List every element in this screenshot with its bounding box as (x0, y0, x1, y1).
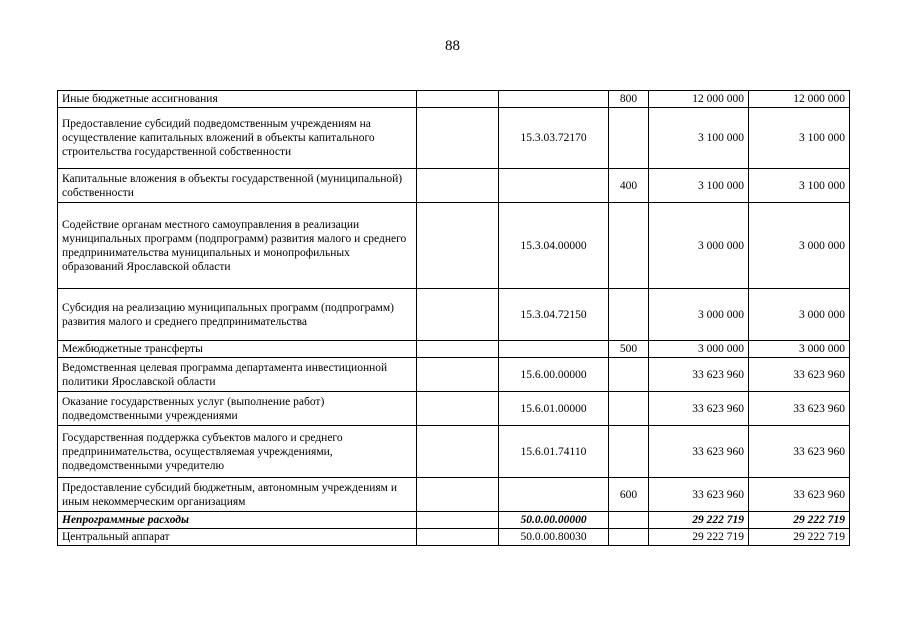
row-code: 15.6.01.74110 (499, 426, 609, 478)
row-name: Субсидия на реализацию муниципальных программ (подпрограмм) развития малого и среднего предпринимательства (58, 289, 417, 341)
row-code (499, 169, 609, 203)
row-amount-2: 33 623 960 (749, 478, 850, 512)
row-amount-2: 29 222 719 (749, 529, 850, 546)
row-amount-1: 29 222 719 (649, 512, 749, 529)
row-blank (417, 358, 499, 392)
row-amount-1: 33 623 960 (649, 392, 749, 426)
table-row (58, 108, 850, 169)
row-blank (417, 108, 499, 169)
table-row (58, 91, 850, 108)
budget-table (57, 90, 850, 546)
row-expense-type: 500 (609, 341, 649, 358)
row-amount-2: 33 623 960 (749, 358, 850, 392)
table-row (58, 392, 850, 426)
row-amount-2: 3 000 000 (749, 341, 850, 358)
row-name: Межбюджетные трансферты (58, 341, 417, 358)
row-code (499, 341, 609, 358)
row-code: 15.3.04.72150 (499, 289, 609, 341)
row-name: Капитальные вложения в объекты государственной (муниципальной) собственности (58, 169, 417, 203)
row-amount-2: 3 000 000 (749, 203, 850, 289)
row-expense-type: 800 (609, 91, 649, 108)
row-expense-type: 400 (609, 169, 649, 203)
row-expense-type (609, 392, 649, 426)
row-amount-1: 3 000 000 (649, 341, 749, 358)
row-amount-2: 3 100 000 (749, 108, 850, 169)
row-code: 50.0.00.00000 (499, 512, 609, 529)
row-amount-1: 33 623 960 (649, 358, 749, 392)
row-amount-2: 3 100 000 (749, 169, 850, 203)
row-name: Государственная поддержка субъектов малого и среднего предпринимательства, осуществляемая учреждениями, подведомственными учредителю (58, 426, 417, 478)
row-blank (417, 478, 499, 512)
row-blank (417, 512, 499, 529)
table-row (58, 203, 850, 289)
row-amount-1: 33 623 960 (649, 426, 749, 478)
row-blank (417, 91, 499, 108)
table-row-section-total (58, 512, 850, 529)
row-amount-1: 3 100 000 (649, 169, 749, 203)
row-amount-2: 29 222 719 (749, 512, 850, 529)
row-name: Предоставление субсидий подведомственным учреждениям на осуществление капитальных вложений в объекты капитального строительства государственной собственности (58, 108, 417, 169)
row-amount-2: 33 623 960 (749, 426, 850, 478)
row-code: 15.3.03.72170 (499, 108, 609, 169)
row-name: Непрограммные расходы (58, 512, 417, 529)
table-row (58, 289, 850, 341)
table-row (58, 426, 850, 478)
row-amount-2: 3 000 000 (749, 289, 850, 341)
row-blank (417, 392, 499, 426)
row-name: Предоставление субсидий бюджетным, автономным учреждениям и иным некоммерческим организациям (58, 478, 417, 512)
table-row (58, 478, 850, 512)
row-expense-type (609, 108, 649, 169)
row-amount-1: 12 000 000 (649, 91, 749, 108)
row-amount-2: 12 000 000 (749, 91, 850, 108)
row-code: 15.6.01.00000 (499, 392, 609, 426)
row-name: Ведомственная целевая программа департамента инвестиционной политики Ярославской области (58, 358, 417, 392)
row-blank (417, 529, 499, 546)
table-row (58, 358, 850, 392)
row-expense-type (609, 289, 649, 341)
row-name: Содействие органам местного самоуправления в реализации муниципальных программ (подпрограмм) развития малого и среднего предпринимательства муниципальных и монопрофильных образований Ярославской области (58, 203, 417, 289)
row-expense-type (609, 529, 649, 546)
row-expense-type (609, 358, 649, 392)
row-expense-type (609, 512, 649, 529)
row-code (499, 91, 609, 108)
row-name: Оказание государственных услуг (выполнение работ) подведомственными учреждениями (58, 392, 417, 426)
row-expense-type (609, 203, 649, 289)
table-row (58, 529, 850, 546)
row-amount-2: 33 623 960 (749, 392, 850, 426)
row-amount-1: 3 000 000 (649, 289, 749, 341)
row-code: 50.0.00.80030 (499, 529, 609, 546)
row-name: Иные бюджетные ассигнования (58, 91, 417, 108)
row-blank (417, 341, 499, 358)
row-blank (417, 289, 499, 341)
row-amount-1: 3 100 000 (649, 108, 749, 169)
row-expense-type: 600 (609, 478, 649, 512)
row-amount-1: 3 000 000 (649, 203, 749, 289)
row-code: 15.3.04.00000 (499, 203, 609, 289)
page-number: 88 (445, 38, 460, 54)
row-code: 15.6.00.00000 (499, 358, 609, 392)
row-blank (417, 169, 499, 203)
row-expense-type (609, 426, 649, 478)
row-amount-1: 29 222 719 (649, 529, 749, 546)
table-row (58, 341, 850, 358)
row-blank (417, 426, 499, 478)
row-amount-1: 33 623 960 (649, 478, 749, 512)
table-row (58, 169, 850, 203)
row-code (499, 478, 609, 512)
row-name: Центральный аппарат (58, 529, 417, 546)
row-blank (417, 203, 499, 289)
